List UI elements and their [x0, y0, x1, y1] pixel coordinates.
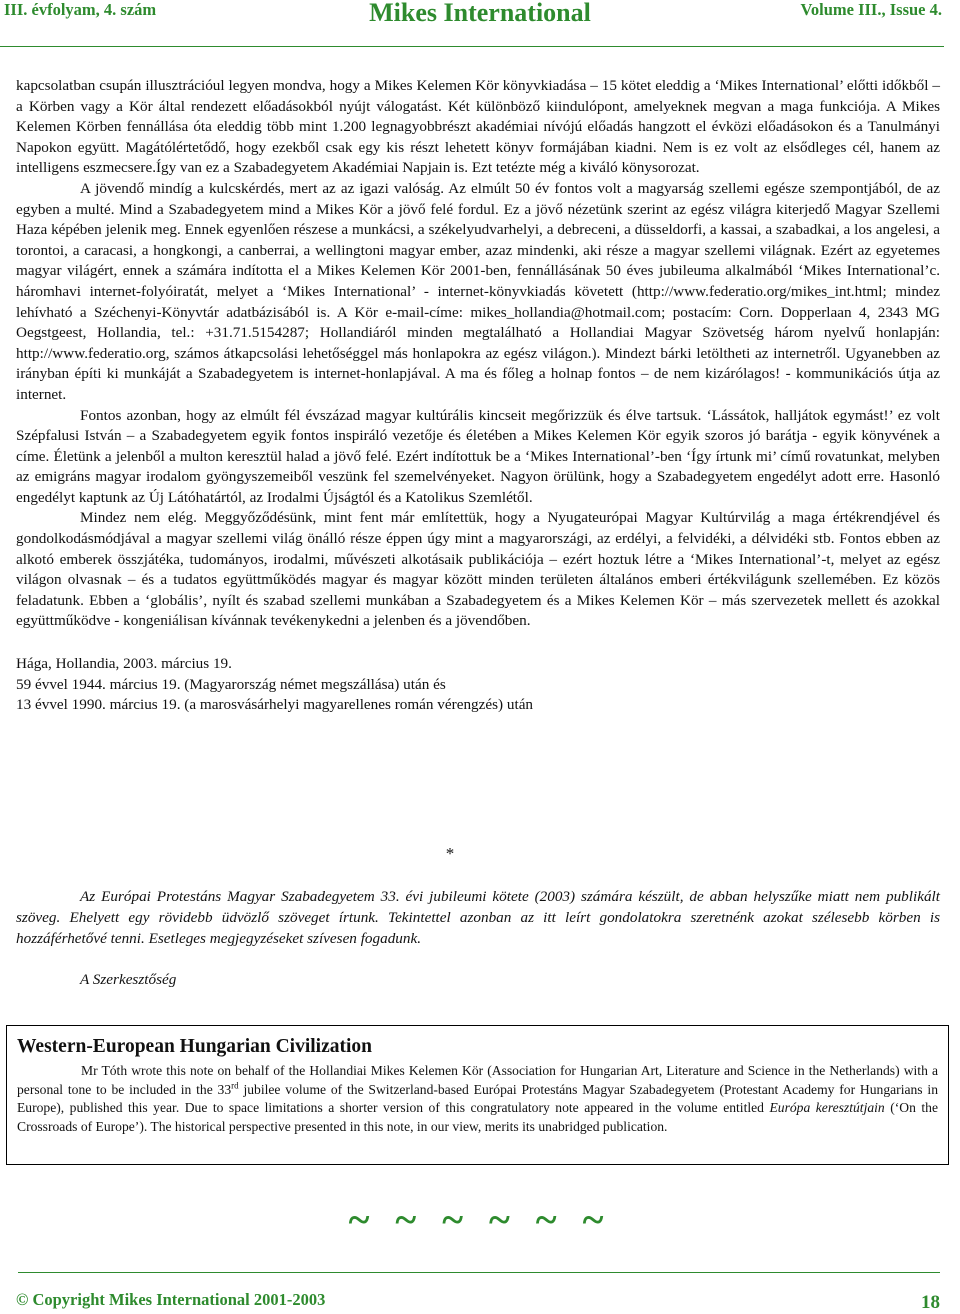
footer-copyright: © Copyright Mikes International 2001-2003	[16, 1290, 326, 1309]
summary-superscript: rd	[231, 1080, 239, 1091]
editor-note-text: Az Európai Protestáns Magyar Szabadegyetem 33. évi jubileumi kötete (2003) számára készült, de abban helyszűke miatt nem publikált szöveg. Ehelyett egy rövidebb üdvözlő szöveget írtunk. Tekintettel azonban az itt leírt gondolatokra szeretnénk azokat szélesebb körben is hozzáférhetővé tenni. Esetleges megjegyzéseket szívesen fogadunk.	[16, 888, 940, 947]
tilde-ornament: ~ ~ ~ ~ ~ ~	[348, 1197, 612, 1242]
summary-text	[17, 1062, 938, 1136]
paragraph-3: Fontos azonban, hogy az elmúlt fél évszázad magyar kultúrális kincseit megőrizzük és élve tartsuk. ‘Lássátok, halljátok egymást!’ ez volt Szépfalusi István – a Szabadegyetem egyik fontos inspiráló vezetője és életében a Mikes Kelemen Kör egyik szoros jó barátja - egyik könyvének a címe. Életünk a jelenből a multon keresztül halad a jövő felé. Ezért indítottuk be a ‘Mikes International’-ben ‘Így írtunk mi’ című rovatunkat, melyben az emigráns magyar irodalom gyöngyszemeiből veszünk fel szemelvényeket. Nagyon örülünk, hogy a Szabadegyetem engedélyt adott erre. Hasonló engedélyt kaptunk az Új Látóhatártól, az Irodalmi Újságtól és a Katolikus Szemlétől.	[16, 406, 940, 506]
header-issue-en: Volume III., Issue 4.	[800, 0, 942, 19]
date-line-2: 59 évvel 1944. március 19. (Magyarország német megszállása) után és	[16, 675, 446, 693]
summary-text-c: (‘On the Crossroads of Europe’). The historical perspective presented in this note, in our view, merits its unabridged publication.	[17, 1100, 938, 1134]
paragraph-1: kapcsolatban csupán illusztrációul legyen mondva, hogy a Mikes Kelemen Kör könyvkiadása – 15 kötet eleddig a ‘Mikes International’ előtti időkből – a Körben vagy a Kör által rendezett előadásokból nyújt válogatást. Két különböző kiindulópont, amelyeknek megvan a maga funkciója. A Mikes Kelemen Körben fennállása óta eleddig több mint 1.200 legnagyobbrészt akadémiai nívójú előadás hangzott el évközi előadásokon és a Tanulmányi Napokon együtt. Magátólértetődő, hogy ezekből csak egy kis részt lehetett könyv formájában kiadni. Nem is ez volt az elsődleges cél, hanem az intelligens eszmecsere.Így van ez a Szabadegyetem Akadémiai Napjain is. Ezt tetézte még a kiváló könysorozat.	[16, 77, 940, 177]
summary-text-b: jubilee volume of the Switzerland-based Európai Protestáns Magyar Szabadegyetem (Protestant Academy for Hungarians in Europe), published this year. Due to space limitations a shorter version of this congratulatory note appeared in the volume entitled	[17, 1081, 938, 1116]
page-header	[0, 0, 960, 50]
header-journal-title: Mikes International	[369, 0, 591, 27]
date-line-1: Hága, Hollandia, 2003. március 19.	[16, 655, 232, 673]
article-body	[16, 76, 940, 716]
date-line-3: 13 évvel 1990. március 19. (a marosvásárhelyi magyarellenes román vérengzés) után	[16, 696, 534, 714]
paragraph-2: A jövendő mindíg a kulcskérdés, mert az az igazi valóság. Az elmúlt 50 év fontos volt a magyarság szellemi egésze szempontjából, de az egyben a multé. Mind a Szabadegyetem mind a Mikes Kör a jövő felé fordul. Ez a jövő nézetünk szerint az egész világra kiterjedő Magyar Szellemi Haza képében jelenik meg. Ennek egyenlően részese a munkácsi, a székelyudvarhelyi, a debreceni, a düsseldorfi, a kassai, a szabadkai, a los angelesi, a torontoi, a caracasi, a hongkongi, a canberrai, a wellingtoni magyar ember, azaz mindenki, aki része a magyar szellemi világnak. Ezért az egyetemes magyar világért, ennek a számára indította el a Mikes Kelemen Kör 2001-ben, fennállásának 50 éves jubileuma alkalmából ‘Mikes International’c. háromhavi internet-folyóiratát, melyet a ‘Mikes International’ - internet-könyvkiadás követett (http://www.federatio.org/mikes_int.html; mindez lehívható a Széchenyi-Könyvtár adatbázisából is. A Kör e-mail-címe: mikes_hollandia@hotmail.com; postacím: Corn. Dopperlaan 4, 2343 MG Oegstgeest, Hollandia, tel.: +31.71.5154287; Hollandiáról minden megtalálható a Hollandiai Magyar Szövetség három nyelvű honlapján: http://www.federatio.org, számos átkapcsolási lehetőséggel más honlapokra az egész világon.). Mindezt bárki letöltheti az internetről. Ugyanebben az irányban építi ki munkáját a Szabadegyetem is internet-honlapjával. A ma és főleg a holnap fontos – de nem kizárólagos! - kommunikációs útja az internet.	[16, 179, 940, 403]
summary-text-a: Mr Tóth wrote this note on behalf of the Hollandiai Mikes Kelemen Kör (Association for Hungarian Art, Literature and Science in the Netherlands) with a personal tone to be included in the 33	[17, 1063, 938, 1097]
editor-note	[16, 886, 940, 990]
paragraph-4: Mindez nem elég. Meggyőződésünk, mint fent már említettük, hogy a Nyugateurópai Magyar Kultúrvilág a maga értékrendjével és gondolkodásmódjával a magyar szellemi világ önálló része éppen úgy mint a magyarországi, az erdélyi, a felvidéki, a délvidéki stb. Fontos ebben az alkotó emberek összjátéka, tudományos, irodalmi, művészeti alkotásaik publikációja – ezért hoztuk létre a ‘Mikes International’-t, melyet az egész világon olvasnak – és a tudatos együttműködés magyar és magyar között minden területen általános emberi értékvilágunk szellemében. Ez közös feladatunk. Ebben a ‘globális’, nyílt és szabad szellemi munkában a Szabadegyetem és a Mikes Kelemen Kör – más szervezetek mellett és azokkal együttműködve - kongeniálisan kívánnak tevékenykedni a jelenben és a jövendőben.	[16, 509, 940, 630]
header-rule	[0, 46, 944, 47]
footer-rule	[18, 1272, 940, 1273]
header-issue-hu: III. évfolyam, 4. szám	[4, 0, 157, 19]
summary-box	[6, 1025, 949, 1165]
separator-star: *	[445, 844, 455, 863]
summary-title: Western-European Hungarian Civilization	[17, 1036, 372, 1057]
page-number: 18	[921, 1292, 940, 1313]
editor-signature: A Szerkesztőség	[80, 971, 177, 988]
summary-book-title: Európa keresztútjain	[769, 1100, 885, 1116]
